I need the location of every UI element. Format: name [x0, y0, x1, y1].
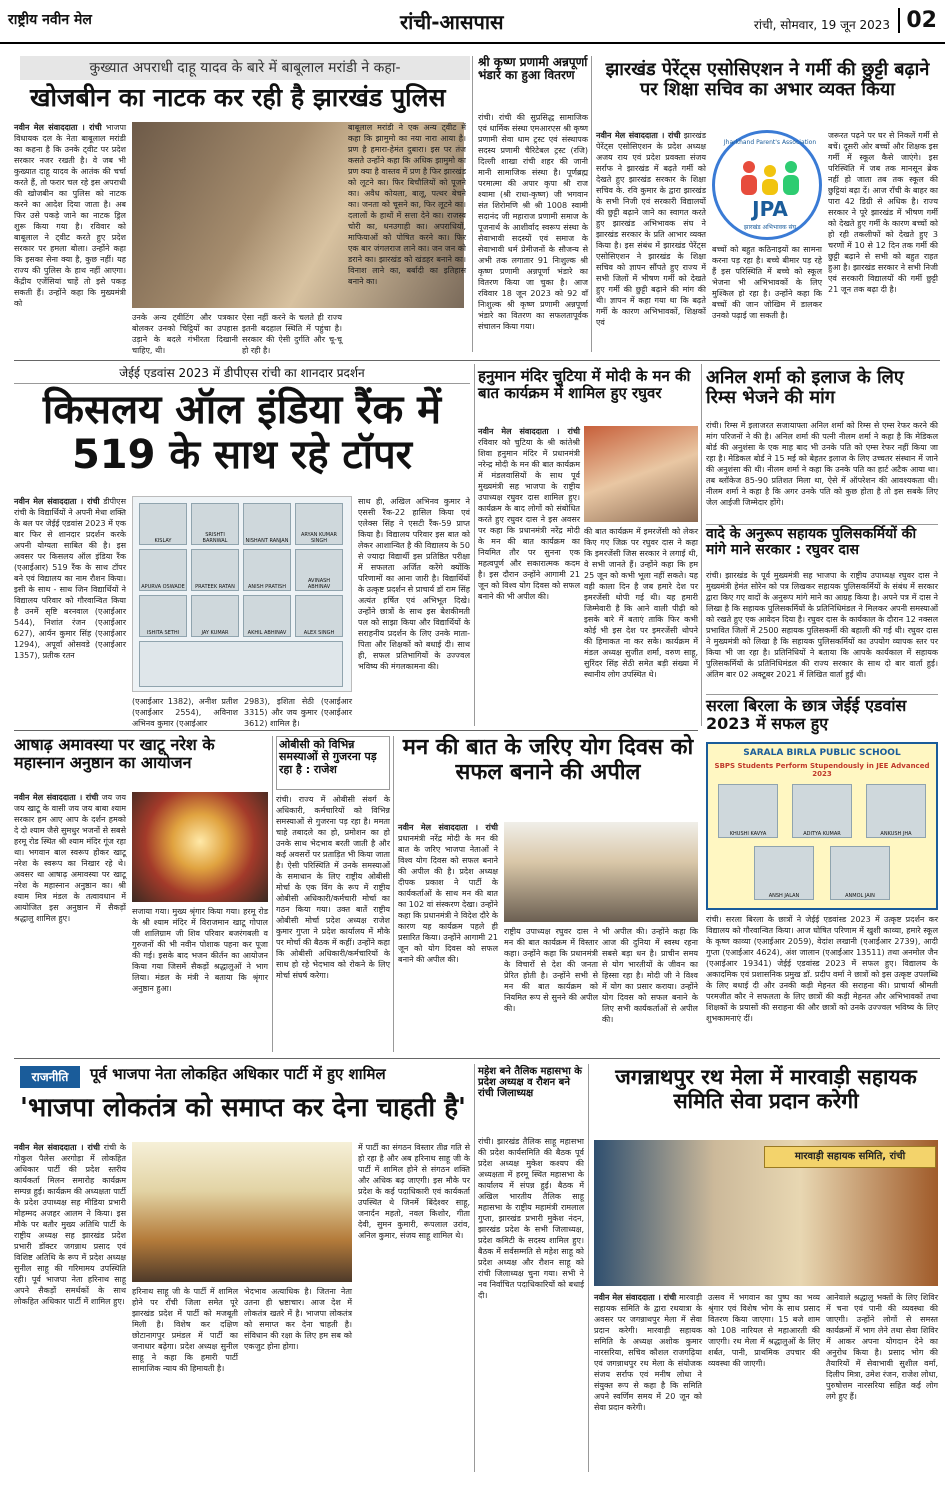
- story9-body-col1: नवीन मेल संवाददाता । रांची जय जय जय खाटू के वासी जय जय बाबा श्याम सरकार हम आए आप के दर्शन हमको दे दो श्याम जैसे सुमधुर भजनों से सबसे हरमू रोड स्थित श्री श्याम मंदिर गूंज रहा था। भगवान बाल स्वरूप होकर खाटू नरेश के स्वरूप का निखार रहे थे। अवसर था आषाढ़ अमावस्या पर खाटू नरेश के महास्नान अनुष्ठान का। श्री श्याम मित्र मंडल के तत्वावधान में आयोजित इस अनुष्ठान में सैकड़ों श्रद्धालु शामिल हुए।: [14, 793, 127, 923]
- story14-byline: नवीन मेल संवाददाता । रांची: [594, 1293, 677, 1302]
- khatu-shyam-photo: [132, 792, 268, 902]
- story10-body: रांची। राज्य में ओबीसी संवर्ग के अधिकारी, कर्मचारियों को विभिन्न समस्याओं से गुजरना पड़ रहा है। ममता चाहे तबादले का हो, प्रमोशन का हो उनके साथ भेदभाव बरती जाती है और कई अवसरों पर प्रताड़ित भी किया जाता है। ऐसी परिस्थिति में उनके समस्याओं के समाधान के लिए राष्ट्रीय ओबीसी मोर्चा के एक विंग के रूप में राष्ट्रीय ओबीसी अधिकारी/कर्मचारी मोर्चा का गठन किया गया। उक्त बातें राष्ट्रीय ओबीसी मोर्चा प्रदेश अध्यक्ष राजेश कुमार गुप्ता ने प्रदेश कार्यालय में मौके पर मोर्चा की बैठक में कहीं। उन्होंने कहा कि ओबीसी अधिकारी/कर्मचारियों के साथ हो रहे भेदभाव को रोकने के लिए मोर्चा संघर्ष करेगा।: [276, 795, 390, 980]
- student-photo: ANSH JALAN: [754, 846, 814, 900]
- story5-photo: [584, 426, 698, 522]
- section-divider: [14, 360, 940, 361]
- student-photo: ANMOL JAIN: [830, 846, 890, 900]
- topper-photo: PRATEEK RATAN: [191, 549, 239, 591]
- story1-kicker: कुख्यात अपराधी दाहू यादव के बारे में बाबूलाल मरांडी ने कहा-: [20, 56, 470, 80]
- story14-photo: [594, 1140, 938, 1286]
- story2-headline: श्री कृष्ण प्रणामी अन्नपूर्णा भंडारे का हुआ वितरण: [478, 55, 588, 83]
- story5-headline: हनुमान मंदिर चुटिया में मोदी के मन की बात कार्यक्रम में शामिल हुए रघुवर: [478, 367, 691, 402]
- story14-body-col2: उत्सव में भगवान का पुष्प का भव्य श्रृंगार एवं विशेष भोग के साथ प्रसाद वितरण किया जाएगा। 15 बजे शाम को 108 नारियल से महाआरती की जाएगी। रथ मेला में श्रद्धालुओं के लिए शर्बत, पानी, प्राथमिक उपचार की व्यवस्था की जाएगी।: [708, 1293, 820, 1368]
- topper-photo: NISHANT RANJAN: [243, 503, 291, 545]
- student-photo: KHUSHI KAVYA: [718, 784, 778, 838]
- story4-kicker: जेईई एडवांस 2023 में डीपीएस रांची का शानदार प्रदर्शन: [14, 364, 470, 384]
- story12-photo: [132, 1142, 352, 1282]
- story9-body-col2: सजाया गया। मुख्य श्रृंगार किया गया। हरमू रोड के श्री श्याम मंदिर में विराजमान खाटू गोपाल जी शालिग्राम जी शिव परिवार बजरंगबली व गुरुजनों की भी नवीन पोशाक पहना कर पूजा की गई। इसके बाद भजन कीर्तन का आयोजन किया गया जिसमें सैकड़ों श्रद्धालुओं ने भाग लिया। मंडल के मंत्री ने बताया कि श्रृंगार अनुष्ठान हुआ।: [132, 907, 268, 993]
- story1-body-col1: नवीन मेल संवाददाता । रांची भाजपा विधायक दल के नेता बाबूलाल मरांडी का कहना है कि उनके ट्वीट पर प्रदेश सरकार नजर रखती है। वे जब भी कुख्यात दाहू यादव के आतंक की चर्चा करते हैं, तो फरार चल रहे इस अपराधी की खोजबीन का पुलिस को नाटक करने का आदेश दिया जाता है। अब फिर उसे पकड़े जाने का नाटक ड्रिल शुरू किया गया है। रविवार को बाबूलाल ने ट्वीट करते हुए प्रदेश सरकार पर हमला बोला। उन्होंने कहा कि इसका सेना क्या है, कुछ नहीं। यह राज्य की पुलिस के हाथ नहीं आएगा। केंद्रीय एजेंसियां चाहें तो इसे पकड़ सकती हैं। उन्होंने कहा कि मुख्यमंत्री को: [14, 123, 127, 308]
- topper-photo: ISHITA SETHI: [139, 595, 187, 637]
- story11-byline: नवीन मेल संवाददाता । रांची: [398, 823, 498, 832]
- story4-body-col4: साथ ही, अखिल अभिनव कुमार ने एससी रैंक-22 हासिल किया एवं एलेक्स सिंह ने एसटी रैंक-59 प्राप्त किया है। विद्यालय परिवार इस बात को लेकर आशान्वित है की विद्यालय के 50 से ज्यादा विद्यार्थी इस प्रतिष्ठित परीक्षा में सफलता अर्जित करेंगे क्योंकि परिणामों का आना जारी है। विद्यार्थियों के उत्कृष्ट प्रदर्शन से प्राचार्य डॉ राम सिंह अत्यंत हर्षित एवं अभिभूत दिखे। उन्होंने छात्रों के साथ इस बेशकीमती पल को साझा किया और विद्यार्थियों के सराहनीय प्रदर्शन के लिए उनके माता-पिता और शिक्षकों को बधाई दी। साथ ही, सफल प्रतिभागियों के उज्ज्वल भविष्य की मंगलकामना की।: [358, 497, 471, 671]
- story11-body-col3: भी अपील की। उन्होंने कहा कि आज की दुनिया में स्वस्थ रहना सबसे बड़ा धन है। प्राचीन समय से योग भारतीयों के जीवन का हिस्सा रहा है। मोदी जी ने विश्व में योग का प्रसार कराया। उन्होंने योग दिवस को सफल बनाने के लिए सभी कार्यकर्ताओं से अपील की।: [602, 927, 698, 1024]
- story3-body-col2: बच्चों को बहुत कठिनाइयों का सामना करना पड़ रहा है। बच्चे बीमार पड़ रहे हैं इस परिस्थिति में बच्चे को स्कूल भेजना भी अभिभावकों के लिए मुश्किल हो रहा है। उन्होंने कहा कि बच्चों की जान जोखिम में डालकर उनको पढ़ाई जा सकती है।: [712, 245, 822, 320]
- samiti-banner: मारवाड़ी सहायक समिति, रांची: [764, 1146, 936, 1168]
- story1-headline: खोजबीन का नाटक कर रही है झारखंड पुलिस: [30, 83, 446, 112]
- story12-byline: नवीन मेल संवाददाता । रांची: [14, 1143, 100, 1152]
- story6-headline: अनिल शर्मा को इलाज के लिए रिम्स भेजने की मांग: [706, 367, 904, 409]
- story12-body-col4: में पार्टी का संगठन विस्तार तीव्र गति से हो रहा है और अब हरिनाथ साहू जी के पार्टी में शामिल होने से संगठन शक्ति और अधिक बढ़ जाएगी। इस मौके पर प्रदेश के कई पदाधिकारी एवं कार्यकर्ता उपस्थित थे जिनमें बिंदेश्वर साहू, जनार्दन महतो, नवल किशोर, गीता देवी, सुमन कुमारी, रूपलाल उरांव, अनिल कुमार, संजय साहू शामिल थे।: [358, 1143, 470, 1240]
- sbps-result-poster: [706, 742, 938, 910]
- story2-body: रांची। रांची की सुप्रसिद्ध सामाजिक एवं धार्मिक संस्था एमआरएस श्री कृष्ण प्रणामी सेवा धाम ट्रस्ट एवं संस्थापक सदस्य प्रणामी चैरिटेबल ट्रस्ट (रजि) दिल्ली शाखा रांची शहर की जानी मानी सामाजिक संस्था है। पूर्णब्रह्म परमात्मा की अपार कृपा श्री राज श्यामा (श्री राधा-कृष्ण) जी भगवान संत शिरोमणि श्री श्री 1008 स्वामी सदानंद जी महाराज प्रणामी समाज के पूजनार्थ के आशीर्वाद स्वरूप संस्था के सेवाभावी सदस्यों एवं समाज के सेवाभावी धर्म प्रेमीजनों के सौजन्य से अभी तक लगातार 91 निःशुल्क श्री कृष्ण प्रणामी अन्नपूर्णा भंडारे का वितरण किया जा चुका है। आज रविवार 18 जून 2023 को 92 वाँ निःशुल्क श्री कृष्ण प्रणामी अन्नपूर्णा भंडारे का वितरण का सफलतापूर्वक संचालन किया गया।: [478, 113, 588, 331]
- story6-body: रांची। रिम्स में इलाजरत सजायाफ्ता अनिल शर्मा को रिम्स से एम्स रेफर करने की मांग परिजनों ने की है। अनिल शर्मा की पत्नी नीलम शर्मा ने कहा है कि मेडिकल बोर्ड की अनुशंसा के एक माह बाद भी उनके पति को एम्स रेफर नहीं किया जा रहा है। मेडिकल बोर्ड ने 15 मई को बेहतर इलाज के लिए उच्चतर संस्थान में जाने की अनुशंसा की थी। नीलम शर्मा ने कहा कि उनके पति का हार्ट अटैक आया था। तब ब्लॉकेज 85-90 प्रतिशत मिला था, ऐसे में ऑपरेशन की आवश्यकता थी। नीलम शर्मा ने कहा है कि अगर उनके पति को कुछ होता है तो इस सबके लिए जेल आईजी जिम्मेदार होंगे।: [706, 421, 938, 507]
- jpa-logo: [712, 130, 822, 240]
- divider: [272, 736, 273, 1052]
- story12-body-col2: हरिनाथ साहू जी के पार्टी में शामिल होने पर राँची जिला समेत पूरे झारखंड प्रदेश में पार्टी को मजबूती मिली है। विशेष कर दक्षिण छोटानागपुर प्रमंडल में पार्टी का जनाधार बढ़ेगा। प्रदेश अध्यक्ष सुनील साहू ने कहा कि हमारी पार्टी सामाजिक न्याय की हिमायती है।: [132, 1287, 238, 1373]
- story5-body-col1: नवीन मेल संवाददाता । रांची रविवार को चुटिया के श्री कांतेश्री शिवा हनुमान मंदिर में प्रधानमंत्री नरेन्द्र मोदी के मन की बात कार्यक्रम में मंडलवासियों के साथ पूर्व मुख्यमंत्री सह भाजपा के राष्ट्रीय उपाध्यक्ष रघुवर दास शामिल हुए। कार्यक्रम के बाद लोगों को संबोधित करते हुए रघुवर दास ने इस अवसर पर कहा कि प्रधानमंत्री नरेंद्र मोदी के मन की बात कार्यक्रम का नियमित तौर पर सुनना एक महत्वपूर्ण और सकारात्मक कदम है। इस दौरान उन्होंने आगामी 21 जून को विश्व योग दिवस को सफल बनाने की भी अपील की।: [478, 427, 580, 601]
- student-photo: ANKUSH JHA: [866, 784, 926, 838]
- story4-body-col3: 2983), इशिता सेठी (एआईआर 3315) और जय कुमार (एआईआर 3612) शामिल है।: [244, 697, 352, 728]
- story5-body-col2: की बात कार्यक्रम में इमरजेंसी को लेकर किए गए जिक्र पर रघुवर दास ने कहा कि इमरजेंसी जिस सरकार ने लगाई थी, वे सभी जानते हैं। उन्होंने कहा कि हम 25 जून को कभी भूला नहीं सकते। यह वही काला दिन है जब हमारे देश पर इमरजेंसी थोपी गई थी। यह हमारी जिम्मेवारी है कि आने वाली पीढ़ी को इसके बारे में बताएं ताकि फिर कभी कोई भी इस देश पर इमरजेंसी थोपने की हिमाकत ना कर सके। कार्यक्रम में मंडल अध्यक्ष सुजीत शर्मा, वरुण साहू, सुरिंदर सिंह सेठी समेत बड़ी संख्या में स्थानीय लोग उपस्थित थे।: [584, 527, 698, 679]
- family-icon: [737, 161, 803, 195]
- story12-headline: 'भाजपा लोकतंत्र को समाप्त कर देना चाहती है': [20, 1093, 466, 1123]
- story1-byline: नवीन मेल संवाददाता । रांची: [14, 123, 102, 132]
- story13-body: रांची। झारखंड तैलिक साहू महासभा की प्रदेश कार्यसमिति की बैठक पूर्व प्रदेश अध्यक्ष मुकेश कश्यप की अध्यक्षता में हरमू स्थित महासभा के कार्यालय में संपन्न हुई। बैठक में अखिल भारतीय तैलिक साहू महासभा के राष्ट्रीय महामंत्री रामलाल गुप्ता, झारखंड प्रभारी मुकेश नंदन, झारखंड प्रदेश के सभी जिलाध्यक्ष, प्रदेश कमिटी के सदस्य शामिल हुए। बैठक में सर्वसम्मति से महेश साहू को प्रदेश अध्यक्ष और रौशन साहू को रांची जिलाध्यक्ष चुना गया। सभी ने नव निर्वाचित पदाधिकारियों को बधाई दी।: [478, 1137, 584, 1300]
- topper-photo: AVINASH ABHINAV: [295, 549, 343, 591]
- story3-byline: नवीन मेल संवाददाता । रांची: [596, 131, 681, 140]
- story4-byline: नवीन मेल संवाददाता । रांची: [14, 497, 100, 506]
- story8-body: रांची। सरला बिरला के छात्रों ने जेईई एडवांस्ड 2023 में उत्कृष्ट प्रदर्शन कर विद्यालय को गौरवान्वित किया। आज घोषित परिणाम में खुशी काव्या, हमारे स्कूल के कृष्ण काव्या (एआईआर 2059), वेदांश लखानी (एआईआर 2739), आदी गुप्ता (एआईआर 4624), अंश जालान (एआईआर 13511) तथा अनमोल जैन (एआईआर 19341) जेईई एडवांस्ड 2023 में सफल हुए। विद्यालय के अकादमिक एवं प्रशासनिक प्रमुख डॉ. प्रदीप वर्मा ने छात्रों को इस उत्कृष्ट उपलब्धि के लिए बधाई दी और उनकी कड़ी मेहनत की सराहना की। प्राचार्या श्रीमती परमजीत कौर ने सफलता के लिए छात्रों की कड़ी मेहनत और अभिभावकों तथा शिक्षकों के प्रयासों की सराहना की और छात्रों को उनके उज्ज्वल भविष्य के लिए शुभकामनाएं दीं।: [706, 915, 938, 1023]
- story11-photo: [504, 822, 698, 922]
- story1-body-col2: उनके अन्य ट्वीटिंग और पत्रकार बोलकर उनको चिट्ठियों का उपहास उड़ाने के बदले गंभीरता दिखानी चाहिए, थी।: [132, 313, 238, 355]
- story12-body-col3: भेदभाव अत्याधिक है। जितना नेता उतना ही भ्रष्टाचार। आज देश में लोकतंत्र खतरे में है। भाजपा लोकतंत्र को समाप्त कर देना चाहती है। संविधान की रक्षा के लिए हम सब को एकजुट होना होगा।: [244, 1287, 352, 1351]
- logo-initials: JPA: [752, 197, 788, 221]
- story3-body-col3: जरूरत पढ़ने पर घर से निकलें गर्मी से बचें। दूसरी ओर बच्चों और शिक्षक इस गर्मी में स्कूल कैसे जाएंगे। इस परिस्थिति में जब तक मानसून ब्रेक नहीं हो जाता तब तक स्कूल की छुट्टियां बढ़ा दें। आज राँची के बाहर का पारा 42 डिग्री से अधिक है। राज्य सरकार ने पूरे झारखंड में भीषण गर्मी को देखते हुए गर्मी के कारण बच्चों को हो रही तकलीफों को देखते हुए 3 चरणों में 10 से 12 दिन तक गर्मी की छुट्टी बढ़ाने से सभी को बहुत राहत हुआ है। झारखंड सरकार ने सभी निजी एवं सरकारी विद्यालयों की गर्मी छुट्टी 21 जून तक बढ़ा दी है।: [828, 131, 938, 294]
- story11-headline: मन की बात के जरिए योग दिवस को सफल बनाने की अपील: [402, 735, 694, 785]
- divider: [472, 56, 473, 352]
- divider: [701, 364, 702, 726]
- story12-body-col1: नवीन मेल संवाददाता । रांची रांची के गोकुल पैलेस अरगोड़ा में लोकहित अधिकार पार्टी की प्रदेश स्तरीय कार्यकर्ता मिलन समारोह कार्यक्रम सम्पन्न हुई। कार्यक्रम की अध्यक्षता पार्टी के प्रदेश उपाध्यक्ष सह मीडिया प्रभारी मोहम्मद अजहर आलम ने किया। इस मौके पर बतौर मुख्य अतिथि पार्टी के राष्ट्रीय अध्यक्ष सह झारखंड प्रदेश प्रभारी डॉक्टर जगन्नाथ प्रसाद एवं विशिष्ट अतिथि के रूप में प्रदेश अध्यक्ष सुनील साहू की गरिमामय उपस्थिति रही। पूर्व भाजपा नेता हरिनाथ साहू अपने सैकड़ों समर्थकों के साथ लोकहित अधिकार पार्टी में शामिल हुए।: [14, 1143, 126, 1306]
- story4-body-col1: नवीन मेल संवाददाता । रांची डीपीएस रांची के विद्यार्थियों ने अपनी मेधा शक्ति के बल पर जेईई एडवांस 2023 में एक बार फिर से शानदार प्रदर्शन करके अपनी योग्यता साबित की है। इस अवसर पर किसलय ऑल इंडिया रैंक (एआईआर) 519 रैंक के साथ टॉपर बने एवं विद्यालय का नाम रौशन किया। इसी के साथ - साथ जिन विद्यार्थियों ने विद्यालय परिवार को गौरवान्वित किया है उनमें सृष्टि बरनवाल (एआईआर 544), निशांत रंजन (एआईआर 627), आर्यन कुमार सिंह (एआईआर 1294), अपूर्वा ओसवडे (एआईआर 1357), प्रतीक रतन: [14, 497, 126, 660]
- story13-headline: महेश बने तैलिक महासभा के प्रदेश अध्यक्ष व रौशन बने रांची जिलाध्यक्ष: [478, 1066, 582, 1100]
- story3-body-col1: नवीन मेल संवाददाता । रांची झारखंड पेरेंट्स एसोसिएशन के प्रदेश अध्यक्ष अजय राय एवं प्रदेश प्रवक्ता संजय सर्राफ ने झारखंड में बढ़ते गर्मी को देखते हुए झारखंड सरकार के शिक्षा सचिव के. रवि कुमार के द्वारा झारखंड के सभी निजी एवं सरकारी विद्यालयों की छुट्टी बढ़ाने जाने का स्वागत करते हुए झारखंड अभिभावक संघ ने झारखंड सरकार के प्रति आभार व्यक्त किया है। इस संबंध में झारखंड पेरेंट्स एसोसिएशन ने झारखंड के शिक्षा सचिव को ज्ञापन सौंपते हुए राज्य में सभी जिलों में भीषण गर्मी को देखते हुए गर्मी की छुट्टी बढ़ाने की मांग की थी। ज्ञापन में कहा गया था कि बढ़ते गर्मी के कारण अभिभावकों, शिक्षकों एवं: [596, 131, 706, 327]
- section-tag: राजनीति: [20, 1066, 80, 1088]
- toppers-photo-grid: [132, 496, 352, 692]
- story14-body-col1: नवीन मेल संवाददाता । रांची मारवाड़ी सहायक समिति के द्वारा रथयात्रा के अवसर पर जगन्नाथपुर मेला में सेवा प्रदान करेगी। मारवाड़ी सहायक समिति के अध्यक्ष अशोक कुमार नारसरिया, सचिव कौशल राजगढ़िया एवं जगन्नाथपुर रथ मेला के संयोजक संजय सर्राफ एवं मनीष लोधा ने संयुक्त रूप से कहा है कि समिति अपने स्वर्णिम समय में 20 जून को सेवा प्रदान करेगी।: [594, 1293, 703, 1412]
- topper-photo-row: [139, 641, 343, 687]
- school-name: SARALA BIRLA PUBLIC SCHOOL: [743, 748, 901, 758]
- story9-headline: आषाढ़ अमावस्या पर खाटू नरेश के महास्नान अनुष्ठान का आयोजन: [14, 735, 215, 772]
- divider: [393, 736, 394, 1052]
- divider: [591, 56, 592, 352]
- story1-body-col3: ऐसा नहीं करने के चलते ही राज्य इतनी बदहाल स्थिति में पहुंचा है। सरकार की ऐसी दुर्गति और चू-चू हो रही है।: [242, 313, 342, 355]
- masthead: [0, 0, 945, 44]
- divider: [474, 1064, 475, 1472]
- topper-photo: JAY KUMAR: [191, 595, 239, 637]
- topper-photo: ALEX SINGH: [295, 595, 343, 637]
- story4-headline: किसलय ऑल इंडिया रैंक में 519 के साथ रहे टॉपर: [42, 387, 442, 478]
- topper-photo: APURVA OSWADE: [139, 549, 187, 591]
- divider: [588, 1064, 589, 1472]
- story10-headline: ओबीसी को विभिन्न समस्याओं से गुजरना पड़ रहा है : राजेश: [276, 736, 390, 790]
- story12-kicker: पूर्व भाजपा नेता लोकहित अधिकार पार्टी में हुए शामिल: [90, 1065, 386, 1083]
- story14-body-col3: आनेवाले श्रद्धालु भक्तों के लिए शिविर में चना एवं पानी की व्यवस्था की जाएगी। उन्होंने लोगों से समस्त कार्यक्रमों में भाग लेने तथा सेवा शिविर में आकर अपना योगदान देने का अनुरोध किया है। प्रसाद भोग की तैयारियों में सेवाभावी सुशील वर्मा, दिलीप मित्रा, उमेश रंजन, राजेश लोधा, पुरुषोत्तम नारसरिया सहित कई लोग लगे हुए हैं।: [826, 1293, 938, 1401]
- story4-body-col2: (एआईआर 1382), अनीश प्रतीश (एआईआर 2554), अविनाश अभिनव कुमार (एआईआर: [132, 697, 238, 728]
- topper-photo: ANISH PRATISH: [243, 549, 291, 591]
- story3-headline: झारखंड पेरेंट्स एसोसिएशन ने गर्मी की छुट्टी बढ़ाने पर शिक्षा सचिव का अभार व्यक्त किया: [605, 59, 930, 101]
- school-sub: SBPS Students Perform Stupendously in JEE Advanced 2023: [714, 762, 930, 778]
- topper-photo: SRISHTI BARNWAL: [191, 503, 239, 545]
- story8-headline: सरला बिरला के छात्र जेईई एडवांस 2023 में सफल हुए: [706, 694, 938, 738]
- story7-body: रांची। झारखंड के पूर्व मुख्यमंत्री सह भाजपा के राष्ट्रीय उपाध्यक्ष रघुवर दास ने मुख्यमंत्री हेमंत सोरेन को पत्र लिखकर सहायक पुलिसकर्मियों के संबंध में सरकार द्वारा किए गए वादों के अनुरूप मांगे माने का आग्रह किया है। अपने पत्र में दास ने लिखा है कि सहायक पुलिसकर्मियों के प्रतिनिधिमंडल ने मिलकर अपनी समस्याओं को रखते हुए एक आवेदन दिया है। रघुवर दास के कार्यकाल के दौरान 12 नक्सल प्रभावित जिलों में 2500 सहायक पुलिसकर्मी की बहाली की गई थी। रघुवर दास ने मुख्यमंत्री को लिखा है कि सहायक पुलिसकर्मियों का उपयोग व्यापक स्तर पर किया भी जा रहा है। प्रतिनिधियों ने बताया कि आपके कार्यकाल में सहायक पुलिसकर्मियों के प्रतिनिधिमंडल की राज्य सरकार के साथ दो बार वार्ता हुई। अंतिम बार 02 अक्टूबर 2021 में लिखित वार्ता हुई थी।: [706, 571, 938, 679]
- section-divider: [14, 1058, 940, 1059]
- divider: [474, 364, 475, 726]
- logo-line1: Jharkhand Parent's Association: [723, 139, 817, 146]
- paper-name: राष्ट्रीय नवीन मेल: [8, 12, 92, 28]
- section-divider: [14, 730, 698, 731]
- logo-line2: झारखंड अभिभावक संघ: [743, 224, 797, 231]
- dateline: रांची, सोमवार, 19 जून 2023: [753, 18, 890, 32]
- page-number: 02: [898, 8, 937, 33]
- story11-body-col1: नवीन मेल संवाददाता । रांची प्रधानमंत्री नरेंद्र मोदी के मन की बात के जरिए भाजपा नेताओं ने विश्व योग दिवस को सफल बनाने की अपील की है। प्रदेश अध्यक्ष दीपक प्रकाश ने पार्टी के कार्यकर्ताओं के साथ मन की बात का 102 वां संस्करण देखा। उन्होंने कहा कि प्रधानमंत्री ने विदेश दौरे के कारण यह कार्यक्रम पहले ही प्रसारित किया। उन्होंने आगामी 21 जून को योग दिवस को सफल बनाने की अपील की।: [398, 823, 498, 964]
- story14-headline: जगन्नाथपुर रथ मेला में मारवाड़ी सहायक समिति सेवा प्रदान करेगी: [615, 1065, 917, 1113]
- story9-byline: नवीन मेल संवाददाता । रांची: [14, 793, 99, 802]
- topper-photo: KISLAY: [139, 503, 187, 545]
- topper-photo: ARYAN KUMAR SINGH: [295, 503, 343, 545]
- story5-byline: नवीन मेल संवाददाता । रांची: [478, 427, 580, 436]
- student-photo: ADITYA KUMAR: [792, 784, 852, 838]
- section-title: रांची-आसपास: [400, 10, 504, 34]
- topper-photo: AKHIL ABHINAV: [243, 595, 291, 637]
- story11-body-col2: राष्ट्रीय उपाध्यक्ष रघुवर दास ने मन की बात कार्यक्रम में विस्तार कहा। उन्होंने कहा कि प्रधानमंत्री के विचारों से देश की जनता प्रेरित होती है। उन्होंने सभी से मन की बात कार्यक्रम को नियमित रूप से सुनने की अपील की।: [504, 927, 598, 1013]
- story7-headline: वादे के अनुरूप सहायक पुलिसकर्मियों की मांगे माने सरकार : रघुवर दास: [706, 524, 938, 566]
- story1-body-col4: बाबूलाल मरांडी ने एक अन्य ट्वीट में कहा कि झामुमो का नया नारा आया है। प्रण है हमारा-हेमंत दुबारा। इस पर तंज कसते उन्होंने कहा कि अधिक झामुमो का प्रण क्या है वास्तव में प्रण है फिर झारखंड को लूटने का। फिर बिचौलियों को पूजने का। अवैध कोयला, बालू, पत्थर बेचने का। जनता को चूसने का, फिर लूटने का। दलालों के हाथों में सत्ता देने का। राजस्व चोरी का, धनउगाही का। अपराधियों, माफियाओं को पोषित करने का। फिर एक बार जंगलराज लाने का। जन जन को डराने का। झारखंड को खंडहर बनाने का। विनाश लाने का, बर्बादी का इतिहास बनाने का।: [348, 123, 466, 286]
